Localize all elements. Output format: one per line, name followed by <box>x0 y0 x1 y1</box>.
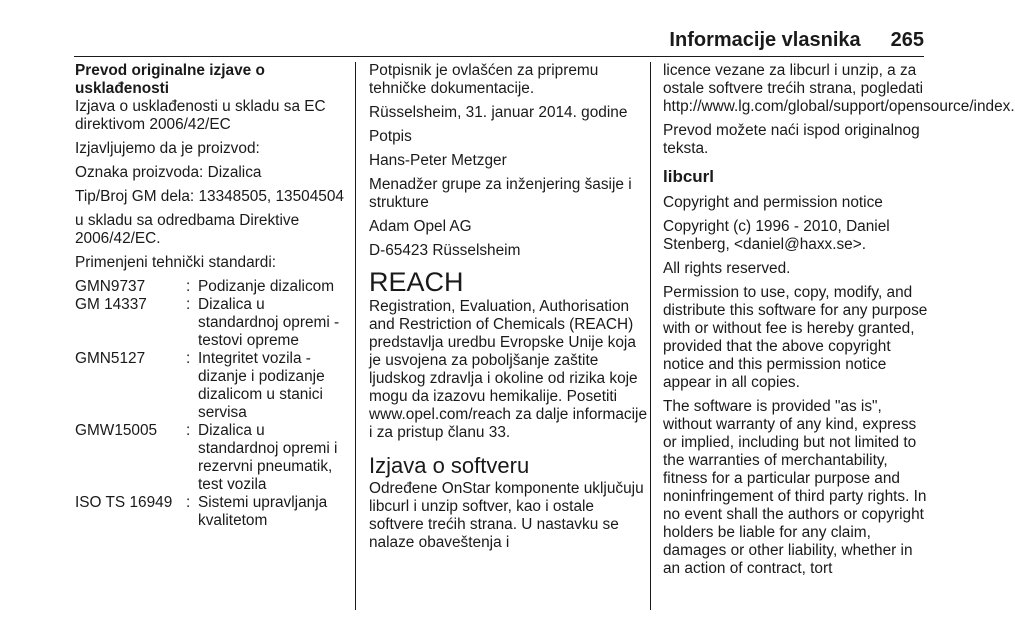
declaration-heading-line-1: Prevod originalne izjave o <box>75 62 265 79</box>
standard-description: Podizanje dizalicom <box>198 278 335 295</box>
reach-paragraph: Registration, Evaluation, Authorisation and Restriction of Chemicals (REACH) predstavlja uredbu Evropske Unije koja je usvojena za poboljšanje zaštite ljudskog zdravlja i okoline od rizika koje mogu da izazovu hemikalije. Posetiti www.opel.com/reach za dalje informacije i za pristup članu 33. <box>369 298 648 441</box>
page-header <box>669 30 924 50</box>
paragraph: Potpisnik je ovlašćen za pripremu tehničke dokumentacije. <box>369 62 599 97</box>
paragraph: licence vezane za libcurl i unzip, a za ostale softvere trećih strana, pogledati http://www.lg.com/global/support/opensource/index. <box>663 62 1015 115</box>
paragraph: Primenjeni tehnički standardi: <box>75 254 277 271</box>
paragraph: Prevod možete naći ispod originalnog teksta. <box>663 122 920 157</box>
standard-description: Integritet vozila - dizanje i podizanje dizalicom u stanici servisa <box>198 350 325 421</box>
paragraph: Copyright (c) 1996 - 2010, Daniel Stenberg, <daniel@haxx.se>. <box>663 218 890 253</box>
standard-code: ISO TS 16949 <box>75 494 173 511</box>
page-title: Informacije vlasnika <box>669 29 861 51</box>
standard-description: Dizalica u standardnoj opremi - testovi opreme <box>198 296 340 349</box>
paragraph: D-65423 Rüsselsheim <box>369 242 521 259</box>
reach-heading: REACH <box>369 267 464 297</box>
paragraph: Permission to use, copy, modify, and distribute this software for any purpose with or without fee is hereby granted, provided that the above copyright notice and this permission notice appear in all copies. <box>663 284 928 391</box>
page-number: 265 <box>890 29 924 51</box>
paragraph: Copyright and permission notice <box>663 194 883 211</box>
standard-description: Sistemi upravljanja kvalitetom <box>198 494 328 529</box>
column-3 <box>663 62 1015 584</box>
column-2 <box>369 62 647 558</box>
standard-code: GMW15005 <box>75 422 158 439</box>
paragraph: Rüsselsheim, 31. januar 2014. godine <box>369 104 628 121</box>
software-paragraph: Određene OnStar komponente uključuju libcurl i unzip softver, kao i ostale softvere trećih strana. U nastavku se nalaze obaveštenja i <box>369 480 644 551</box>
declaration-heading-line-2: usklađenosti <box>75 80 170 97</box>
paragraph: The software is provided "as is", without warranty of any kind, express or implied, including but not limited to the warranties of merchantability, fitness for a particular purpose and noninfringement of third party rights. In no event shall the authors or copyright holders be liable for any claim, damages or other liability, whether in an action of contract, tort <box>663 398 927 577</box>
standard-separator: : <box>186 296 191 313</box>
paragraph: Izjava o usklađenosti u skladu sa EC direktivom 2006/42/EC <box>75 98 326 133</box>
declaration-heading <box>75 62 347 98</box>
paragraph: Menadžer grupe za inženjering šasije i strukture <box>369 176 632 211</box>
standard-separator: : <box>186 350 191 367</box>
paragraph: u skladu sa odredbama Direktive 2006/42/EC. <box>75 212 300 247</box>
paragraph: Izjavljujemo da je proizvod: <box>75 140 260 157</box>
paragraph: All rights reserved. <box>663 260 791 277</box>
header-rule <box>74 56 924 57</box>
standard-separator: : <box>186 278 191 295</box>
standard-code: GMN5127 <box>75 350 146 367</box>
software-heading: Izjava o softveru <box>369 453 530 478</box>
column-divider-1 <box>355 62 356 610</box>
libcurl-heading: libcurl <box>663 167 715 186</box>
standard-code: GM 14337 <box>75 296 147 313</box>
standard-separator: : <box>186 422 191 439</box>
paragraph: Potpis <box>369 128 412 145</box>
paragraph: Adam Opel AG <box>369 218 472 235</box>
paragraph: Tip/Broj GM dela: 13348505, 13504504 <box>75 188 344 205</box>
paragraph: Hans-Peter Metzger <box>369 152 507 169</box>
standard-separator: : <box>186 494 191 511</box>
standard-description: Dizalica u standardnoj opremi i rezervni pneumatik, test vozila <box>198 422 338 493</box>
standards-table <box>75 278 347 530</box>
column-divider-2 <box>650 62 651 610</box>
paragraph: Oznaka proizvoda: Dizalica <box>75 164 262 181</box>
standard-code: GMN9737 <box>75 278 146 295</box>
column-1 <box>75 62 347 530</box>
